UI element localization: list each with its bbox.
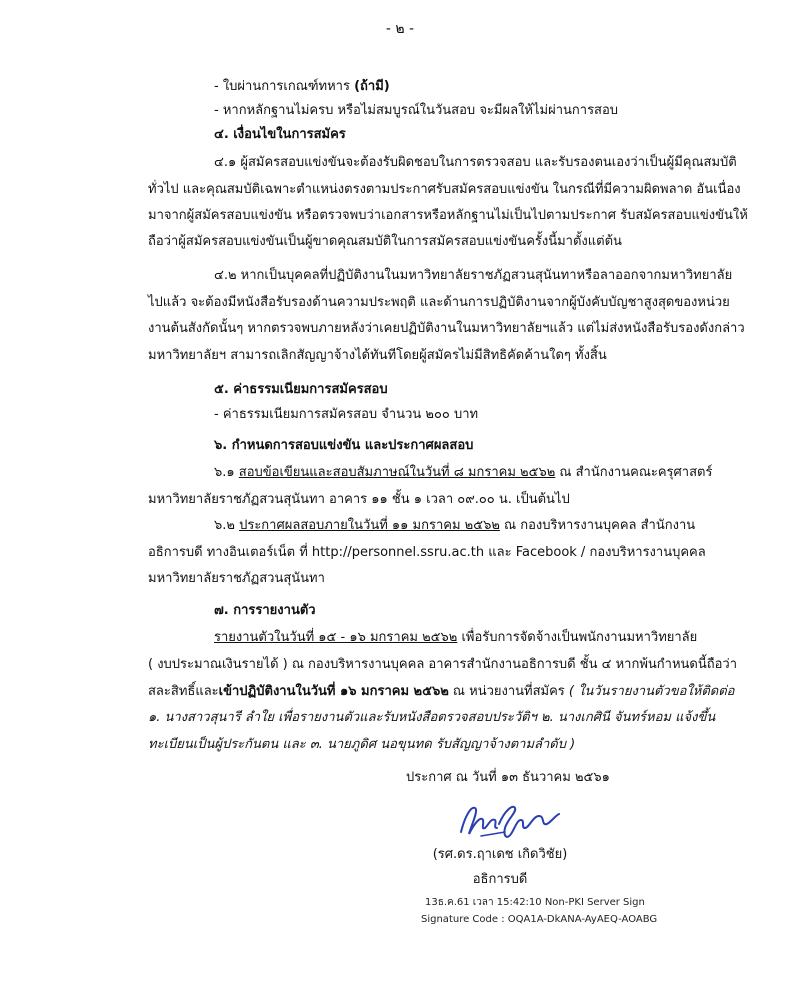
section4-2-line3: งานต้นสังกัดนั้นๆ หากตรวจพบภายหลังว่าเคยปฏิบัติงานในมหาวิทยาลัยฯแล้ว แต่ไม่ส่งหนังสือรับรองดังกล่าว <box>148 321 745 336</box>
section7-purpose: เพื่อรับการจัดจ้างเป็นพนักงานมหาวิทยาลัย <box>457 630 698 645</box>
signer-title: อธิการบดี <box>472 872 528 887</box>
section6-2-line3: มหาวิทยาลัยราชภัฏสวนสุนันทา <box>148 571 325 586</box>
section7-line4: ๑. นางสาวสุนารี ลำใย เพื่อรายงานตัวและรับหนังสือตรวจสอบประวัติฯ ๒. นางเกศินี จันทร์หอม แจ้งขึ้น <box>148 710 716 725</box>
section7-start-date: เข้าปฏิบัติงานในวันที่ ๑๖ มกราคม ๒๕๖๒ <box>218 684 449 699</box>
section6-1-exam-date: สอบข้อเขียนและสอบสัมภาษณ์ในวันที่ ๘ มกราคม ๒๕๖๒ <box>238 465 556 480</box>
section6-1-location: ณ สำนักงานคณะครุศาสตร์ <box>555 465 713 480</box>
signature-timestamp: 13ธ.ค.61 เวลา 15:42:10 Non-PKI Server Sign <box>425 897 645 908</box>
handwritten-signature <box>455 798 565 844</box>
bullet-military-pass <box>214 77 390 97</box>
section4-2-line2: ไปแล้ว จะต้องมีหนังสือรับรองด้านความประพฤติ และด้านการปฏิบัติงานจากผู้บังคับบัญชาสูงสุดของหน่วย <box>148 295 730 310</box>
section6-1-number: ๖.๑ <box>214 465 239 480</box>
bullet-military-optional: (ถ้ามี) <box>354 79 390 94</box>
section7-unit: ณ หน่วยงานที่สมัคร <box>448 684 569 699</box>
section7-line1 <box>214 628 697 648</box>
section6-2-number: ๖.๒ <box>214 518 240 533</box>
section4-2-line1: ๔.๒ หากเป็นบุคคลที่ปฏิบัติงานในมหาวิทยาลัยราชภัฏสวนสุนันทาหรือลาออกจากมหาวิทยาลัย <box>214 268 733 283</box>
section7-heading: ๗. การรายงานตัว <box>214 603 316 618</box>
section4-1-line1: ๔.๑ ผู้สมัครสอบแข่งขันจะต้องรับผิดชอบในการตรวจสอบ และรับรองตนเองว่าเป็นผู้มีคุณสมบัติ <box>214 155 737 170</box>
announcement-date: ประกาศ ณ วันที่ ๑๓ ธันวาคม ๒๕๖๑ <box>406 770 610 785</box>
section4-1-line4: ถือว่าผู้สมัครสอบแข่งขันเป็นผู้ขาดคุณสมบัติในการสมัครสอบแข่งขันครั้งนี้มาตั้งแต่ต้น <box>148 234 622 249</box>
section7-contact-note: ( ในวันรายงานตัวขอให้ติดต่อ <box>568 684 735 699</box>
section7-line5: ทะเบียนเป็นผู้ประกันตน และ ๓. นายภูดิศ นอขุนทด รับสัญญาจ้างตามลำดับ ) <box>148 737 576 752</box>
section6-2-line1 <box>214 516 695 536</box>
section4-1-line2: ทั่วไป และคุณสมบัติเฉพาะตำแหน่งตรงตามประกาศรับสมัครสอบแข่งขัน ในกรณีที่มีความผิดพลาด อันเนื่อง <box>148 182 741 197</box>
signature-code: Signature Code : OQA1A-DkANA-AyAEQ-AOABG <box>421 914 658 925</box>
section5-heading: ๕. ค่าธรรมเนียมการสมัครสอบ <box>214 382 388 397</box>
signer-name: (รศ.ดร.ฤาเดช เกิดวิชัย) <box>432 847 568 862</box>
section6-1-line1 <box>214 463 712 483</box>
section7-line2: ( งบประมาณเงินรายได้ ) ณ กองบริหารงานบุคคล อาคารสำนักงานอธิการบดี ชั้น ๔ หากพ้นกำหนดนี้ถือว่า <box>148 657 738 672</box>
section7-line3 <box>148 682 734 702</box>
section6-2-location: ณ กองบริหารงานบุคคล สำนักงาน <box>499 518 696 533</box>
bullet-incomplete-docs: - หากหลักฐานไม่ครบ หรือไม่สมบูรณ์ในวันสอบ จะมีผลให้ไม่ผ่านการสอบ <box>214 103 619 118</box>
section6-1-line2: มหาวิทยาลัยราชภัฏสวนสุนันทา อาคาร ๑๑ ชั้น ๑ เวลา ๐๙.๐๐ น. เป็นต้นไป <box>148 492 570 507</box>
section5-fee: - ค่าธรรมเนียมการสมัครสอบ จำนวน ๒๐๐ บาท <box>214 407 479 422</box>
section4-2-line4: มหาวิทยาลัยฯ สามารถเลิกสัญญาจ้างได้ทันทีโดยผู้สมัครไม่มีสิทธิคัดค้านใดๆ ทั้งสิ้น <box>148 348 607 363</box>
section4-heading: ๔. เงื่อนไขในการสมัคร <box>214 127 346 142</box>
section6-2-line2: อธิการบดี ทางอินเตอร์เน็ต ที่ http://personnel.ssru.ac.th และ Facebook / กองบริหารงานบุคคล <box>148 545 706 560</box>
bullet-military-text: - ใบผ่านการเกณฑ์ทหาร <box>214 79 355 94</box>
section7-waiver: สละสิทธิ์และ <box>148 684 219 699</box>
section4-1-line3: มาจากผู้สมัครสอบแข่งขัน หรือตรวจพบว่าเอกสารหรือหลักฐานไม่เป็นไปตามประกาศ รับสมัครสอบแข่งขันให้ <box>148 208 748 223</box>
section6-2-result-date: ประกาศผลสอบภายในวันที่ ๑๑ มกราคม ๒๕๖๒ <box>239 518 500 533</box>
section6-heading: ๖. กำหนดการสอบแข่งขัน และประกาศผลสอบ <box>214 438 474 453</box>
page-number: - ๒ - <box>385 21 415 37</box>
section7-report-dates: รายงานตัวในวันที่ ๑๕ - ๑๖ มกราคม ๒๕๖๒ <box>214 630 458 645</box>
